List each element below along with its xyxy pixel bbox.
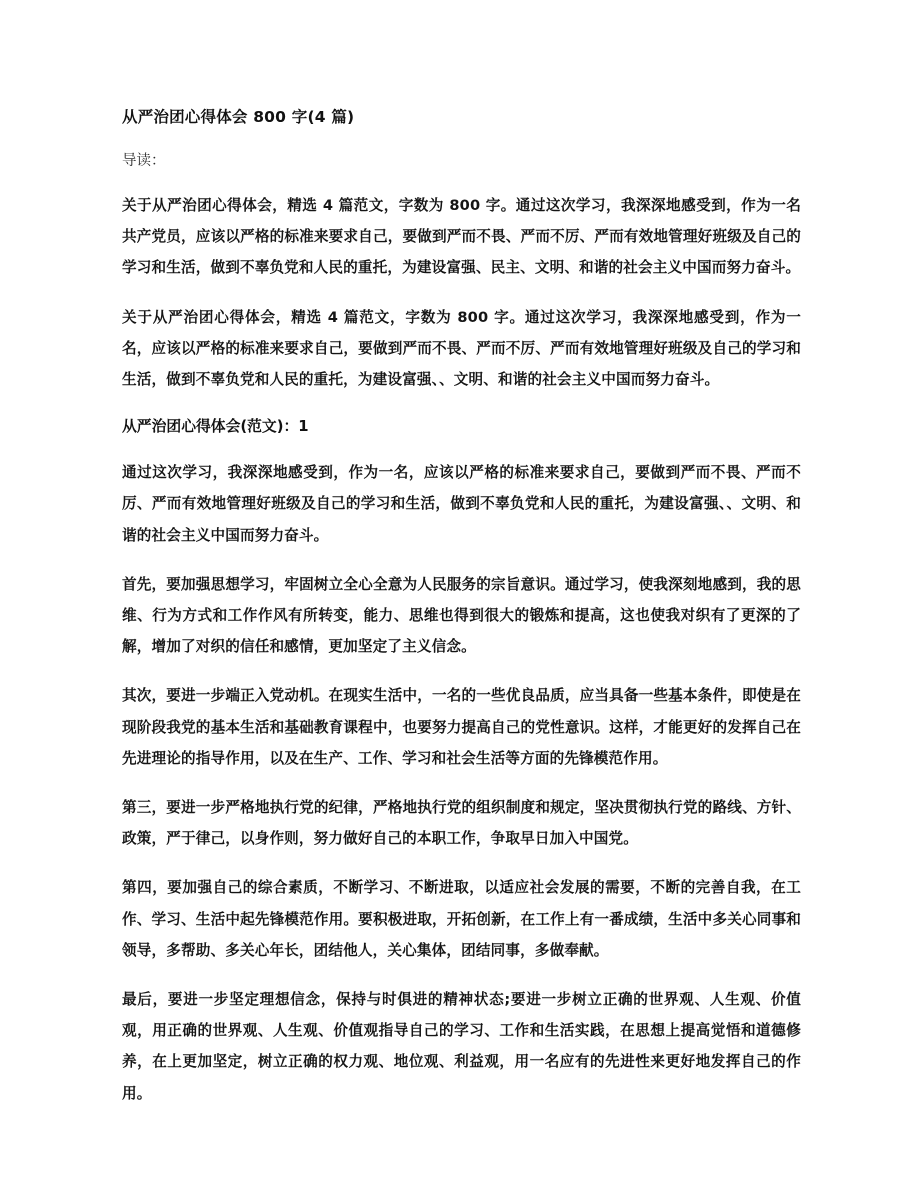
intro-paragraph-2: 关于从严治团心得体会，精选 4 篇范文，字数为 800 字。通过这次学习，我深深地感受到，作为一名，应该以严格的标准来要求自己，要做到严而不畏、严而不厉、严而有效地管理好班级及自己的学习和生活，做到不辜负党和人民的重托，为建设富强、、文明、和谐的社会主义中国而努力奋斗。 [122, 308, 801, 389]
body-paragraph-5: 第四，要加强自己的综合素质，不断学习、不断进取，以适应社会发展的需要，不断的完善自我，在工作、学习、生活中起先锋模范作用。要积极进取，开拓创新，在工作上有一番成绩，生活中多关心同事和领导，多帮助、多关心年长，团结他人，关心集体，团结同事，多做奉献。 [122, 879, 801, 959]
intro-paragraph-1: 关于从严治团心得体会，精选 4 篇范文，字数为 800 字。通过这次学习，我深深地感受到，作为一名共产党员，应该以严格的标准来要求自己，要做到严而不畏、严而不厉、严而有效地管理好班级及自己的学习和生活，做到不辜负党和人民的重托，为建设富强、民主、文明、和谐的社会主义中国而努力奋斗。 [122, 197, 801, 277]
body-paragraph-1: 通过这次学习，我深深地感受到，作为一名，应该以严格的标准来要求自己，要做到严而不畏、严而不厉、严而有效地管理好班级及自己的学习和生活，做到不辜负党和人民的重托，为建设富强、、文明、和谐的社会主义中国而努力奋斗。 [122, 464, 801, 544]
body-paragraph-6: 最后，要进一步坚定理想信念，保持与时俱进的精神状态;要进一步树立正确的世界观、人生观、价值观，用正确的世界观、人生观、价值观指导自己的学习、工作和生活实践，在思想上提高觉悟和道德修养，在上更加坚定，树立正确的权力观、地位观、利益观，用一名应有的先进性来更好地发挥自己的作用。 [122, 991, 801, 1102]
section-heading: 从严治团心得体会(范文)：1 [122, 418, 309, 436]
lead-in-label: 导读： [122, 153, 166, 169]
body-paragraph-2: 首先，要加强思想学习，牢固树立全心全意为人民服务的宗旨意识。通过学习，使我深刻地感到，我的思维、行为方式和工作作风有所转变，能力、思维也得到很大的锻炼和提高，这也使我对织有了更深的了解，增加了对织的信任和感情，更加坚定了主义信念。 [122, 575, 801, 656]
body-paragraph-4: 第三，要进一步严格地执行党的纪律，严格地执行党的组织制度和规定，坚决贯彻执行党的路线、方针、政策，严于律己，以身作则，努力做好自己的本职工作，争取早日加入中国党。 [122, 799, 801, 848]
document-content [122, 104, 801, 1109]
body-paragraph-3: 其次，要进一步端正入党动机。在现实生活中，一名的一些优良品质，应当具备一些基本条件，即使是在现阶段我党的基本生活和基础教育课程中，也要努力提高自己的党性意识。这样，才能更好的发挥自己在先进理论的指导作用，以及在生产、工作、学习和社会生活等方面的先锋模范作用。 [122, 687, 801, 767]
page-title: 从严治团心得体会 800 字(4 篇) [122, 108, 355, 126]
